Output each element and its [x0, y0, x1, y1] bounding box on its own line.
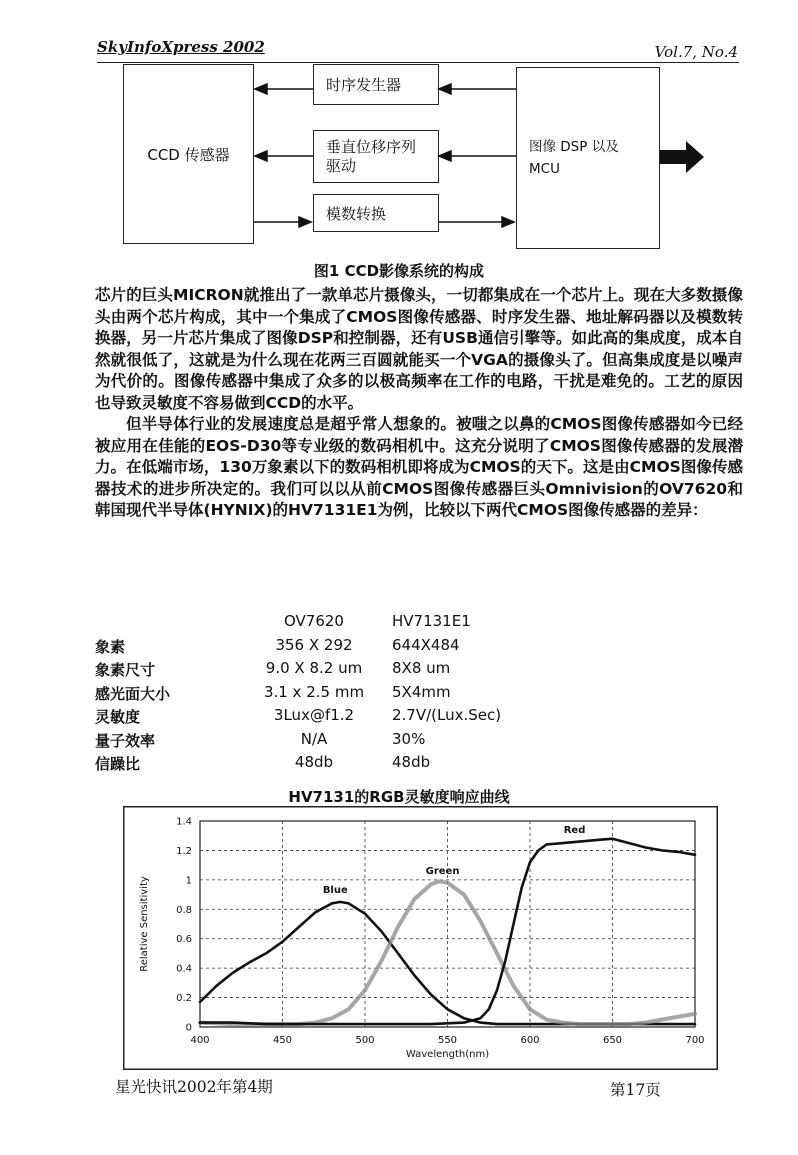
diagram-connectors	[0, 0, 798, 260]
ccd-sensor-label: CCD 传感器	[147, 145, 230, 164]
figure-caption: 图1 CCD影像系统的构成	[313, 262, 485, 280]
row-label: 灵敏度	[95, 708, 141, 726]
adc-label: 模数转换	[326, 204, 387, 223]
x-tick-label: 700	[685, 1035, 705, 1046]
x-tick-label: 650	[602, 1035, 623, 1046]
chart-frame	[124, 807, 718, 1070]
series-label-red: Red	[563, 824, 586, 836]
hv7131e1-value: 2.7V/(Lux.Sec)	[392, 706, 502, 724]
hv7131e1-value: 644X484	[392, 635, 460, 654]
y-tick-label: 1.2	[176, 845, 192, 857]
dsp-mcu-label-line1: 图像 DSP 以及	[529, 139, 619, 155]
series-label-green: Green	[425, 865, 460, 877]
y-tick-label: 0	[185, 1022, 192, 1034]
ov7620-value: 9.0 X 8.2 um	[265, 659, 363, 677]
page-number: 第17页	[610, 1081, 661, 1099]
x-axis-label: Wavelength(nm)	[405, 1049, 490, 1060]
ov7620-value: N/A	[300, 729, 328, 748]
x-tick-label: 400	[190, 1035, 210, 1046]
row-label: 量子效率	[95, 731, 156, 750]
table-header-cell: HV7131E1	[392, 612, 471, 630]
body-text	[95, 285, 743, 522]
y-tick-label: 0.6	[176, 934, 192, 946]
volume-number: Vol.7, No.4	[654, 43, 738, 61]
x-tick-label: 550	[437, 1035, 458, 1046]
y-tick-label: 0.8	[176, 904, 192, 916]
x-tick-label: 500	[355, 1035, 375, 1046]
hv7131e1-value: 8X8 um	[392, 659, 451, 677]
paragraph-1: 芯片的巨头MICRON就推出了一款单芯片摄像头，一切都集成在一个芯片上。现在大多数摄像头由两个芯片构成，其中一个集成了CMOS图像传感器、时序发生器、地址解码器以及模数转换器，另一片芯片集成了图像DSP和控制器，还有USB通信引擎等。如此高的集成度，成本自然就很低了，这就是为什么现在花两三百圆就能买一个VGA的摄像头了。但高集成度是以噪声为代价的。图像传感器中集成了众多的以极高频率在工作的电路，干扰是难免的。工艺的原因也导致灵敏度不容易做到CCD的水平。	[95, 286, 743, 412]
journal-title: SkyInfoXpress 2002	[97, 38, 265, 56]
ov7620-value: 3Lux@f1.2	[273, 706, 355, 724]
ov7620-value: 356 X 292	[275, 635, 353, 654]
row-label: 信躁比	[95, 755, 141, 773]
chart-title: HV7131的RGB灵敏度响应曲线	[288, 788, 510, 806]
paragraph-2: 但半导体行业的发展速度总是超乎常人想象的。被嗤之以鼻的CMOS图像传感器如今已经被应用在佳能的EOS-D30等专业级的数码相机中。这充分说明了CMOS图像传感器的发展潜力。在低端市场，130万象素以下的数码相机即将成为CMOS的天下。这是由CMOS图像传感器技术的进步所决定的。我们可以以从前CMOS图像传感器巨头Omnivision的OV7620和韩国现代半导体(HYNIX)的HV7131E1为例，比较以下两代CMOS图像传感器的差异：	[95, 415, 743, 519]
row-label: 象素	[95, 637, 126, 656]
hv7131e1-value: 30%	[392, 729, 426, 748]
ov7620-value: 3.1 x 2.5 mm	[263, 682, 365, 701]
series-label-blue: Blue	[322, 885, 348, 897]
y-tick-label: 0.2	[176, 993, 192, 1005]
y-tick-label: 1.4	[176, 816, 192, 828]
ov7620-value: 48db	[294, 753, 334, 771]
y-axis-label: Relative Sensitivity	[139, 876, 150, 972]
x-tick-label: 600	[520, 1035, 540, 1046]
y-tick-label: 1	[185, 875, 192, 887]
vertical-shift-driver-label: 垂直位移序列驱动	[326, 137, 417, 175]
footer-issue: 星光快讯2002年第4期	[115, 1078, 273, 1096]
rgb-sensitivity-chart	[123, 806, 718, 1070]
row-label: 象素尺寸	[95, 661, 156, 679]
x-tick-label: 450	[272, 1035, 293, 1046]
dsp-mcu-label-line2: MCU	[529, 161, 560, 177]
hv7131e1-value: 48db	[392, 753, 431, 771]
row-label: 感光面大小	[95, 684, 171, 703]
timing-generator-label: 时序发生器	[326, 76, 402, 94]
y-tick-label: 0.4	[176, 963, 192, 975]
hv7131e1-value: 5X4mm	[392, 682, 451, 701]
table-header-cell: OV7620	[284, 612, 344, 630]
